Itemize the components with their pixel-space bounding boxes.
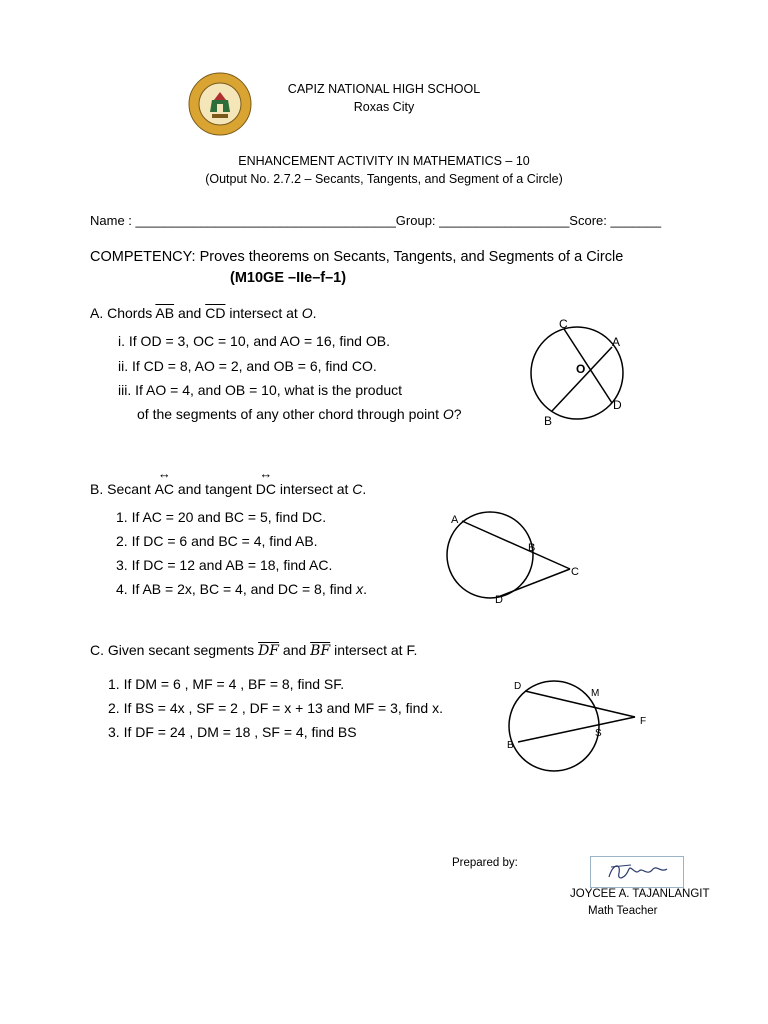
section-c-item-2: 2. If BS = 4x , SF = 2 , DF = x + 13 and MF = 3, find x.: [108, 700, 443, 716]
section-b-item-3: 3. If DC = 12 and AB = 18, find AC.: [116, 557, 333, 573]
tangent-dc: ↔ DC: [255, 466, 277, 497]
school-city: Roxas City: [353, 100, 415, 114]
label-a: A: [612, 335, 621, 349]
score-label: Score:: [569, 213, 611, 228]
section-a-heading: A. Chords $\overline{AB}$ and $\overline{CD}$ intersect at O.: [90, 305, 317, 321]
name-label: Name :: [90, 213, 136, 228]
label-o: O: [576, 362, 586, 376]
label-d: D: [495, 594, 503, 606]
label-d: D: [514, 681, 522, 692]
section-a-item-1: i. If OD = 3, OC = 10, and AO = 16, find OB.: [118, 333, 390, 349]
diagram-c-two-secants: [500, 672, 660, 780]
section-c-item-1: 1. If DM = 6 , MF = 4 , BF = 8, find SF.: [108, 676, 345, 692]
section-a-item-2: ii. If CD = 8, AO = 2, and OB = 6, find CO.: [118, 358, 377, 374]
teacher-name: JOYCEE A. TAJANLANGIT: [570, 888, 710, 900]
section-a-item-3-cont: of the segments of any other chord through point O?: [137, 406, 462, 422]
label-b: B: [544, 414, 553, 428]
activity-title: ENHANCEMENT ACTIVITY IN MATHEMATICS – 10: [238, 154, 530, 168]
label-b: B: [507, 740, 514, 751]
section-c-item-3: 3. If DF = 24 , DM = 18 , SF = 4, find BS: [108, 724, 357, 740]
diagram-a-intersecting-chords: [520, 315, 640, 430]
section-b-item-2: 2. If DC = 6 and BC = 4, find AB.: [116, 533, 318, 549]
group-field[interactable]: __________________: [439, 213, 570, 228]
line-arrow-icon: ↔: [157, 466, 171, 481]
segment-bf: $\overline{BF}$: [310, 643, 331, 659]
label-b: B: [528, 542, 536, 554]
group-label: Group:: [395, 213, 440, 228]
label-s: S: [595, 728, 602, 739]
section-a-item-3: iii. If AO = 4, and OB = 10, what is the product: [118, 382, 403, 398]
secant-ac: ↔ AC: [154, 466, 175, 497]
competency-text: COMPETENCY: Proves theorems on Secants, Tangents, and Segments of a Circle: [90, 249, 624, 265]
label-c: C: [571, 566, 579, 578]
section-b-item-4: 4. If AB = 2x, BC = 4, and DC = 8, find x.: [116, 581, 367, 597]
section-b-item-1: 1. If AC = 20 and BC = 5, find DC.: [116, 509, 327, 525]
competency-code: (M10GE –IIe–f–1): [230, 270, 347, 286]
label-a: A: [451, 514, 459, 526]
section-c-heading: C. Given secant segments $\overline{DF}$ and $\overline{BF}$ intersect at F.: [90, 642, 418, 659]
segment-df: $\overline{DF}$: [258, 643, 280, 659]
school-name: CAPIZ NATIONAL HIGH SCHOOL: [287, 82, 481, 96]
prepared-by-label: Prepared by:: [452, 857, 518, 869]
label-f: F: [640, 716, 647, 727]
name-field[interactable]: ____________________________________: [135, 213, 396, 228]
chord-ab: $\overline{AB}$: [155, 305, 175, 321]
label-c: C: [559, 317, 568, 331]
score-field[interactable]: _______: [610, 213, 662, 228]
chord-cd: $\overline{CD}$: [205, 305, 226, 321]
label-m: M: [591, 688, 600, 699]
section-b-heading: B. Secant ↔ AC and tangent ↔ DC intersect at C.: [90, 466, 367, 497]
teacher-role: Math Teacher: [588, 905, 658, 917]
diagram-b-secant-tangent: [440, 505, 590, 607]
signature-image: [590, 856, 684, 888]
student-info-line: [90, 213, 661, 228]
line-arrow-icon: ↔: [259, 466, 273, 481]
label-d: D: [613, 398, 622, 412]
output-subtitle: (Output No. 2.7.2 – Secants, Tangents, and Segment of a Circle): [205, 172, 563, 186]
